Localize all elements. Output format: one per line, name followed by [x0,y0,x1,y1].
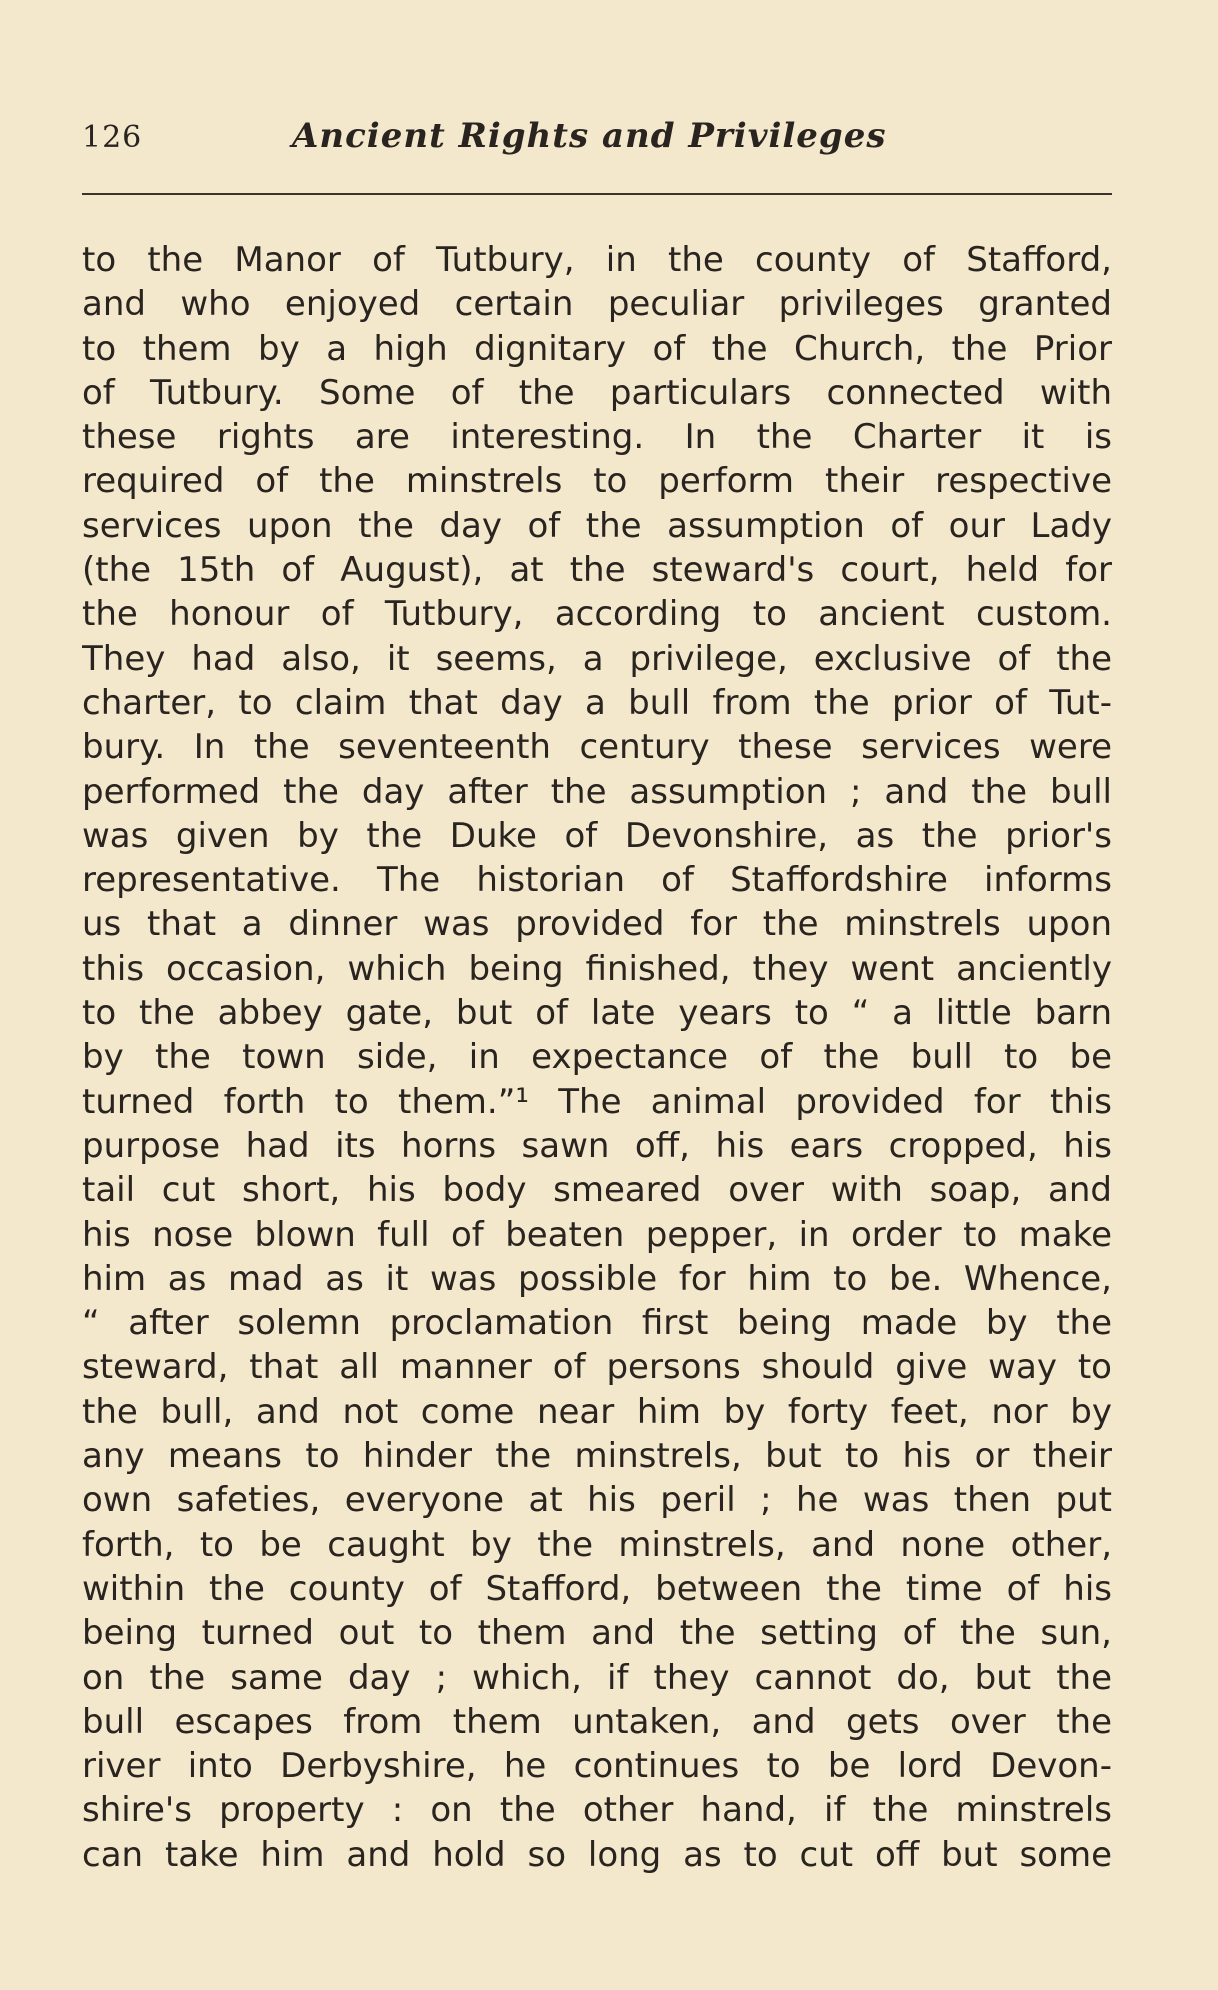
text-line: bury. In the seventeenth century these services were [82,727,1112,768]
text-line: on the same day ; which, if they cannot do, but the [82,1657,1112,1698]
text-line: (the 15th of August), at the steward's court, held for [82,550,1112,591]
text-line: tail cut short, his body smeared over with soap, and [82,1170,1112,1211]
text-line: this occasion, which being finished, they went anciently [82,948,1112,989]
page-number: 126 [82,120,143,155]
text-line: of Tutbury. Some of the particulars connected with [82,372,1112,413]
page-header [82,112,1110,162]
text-line: to the abbey gate, but of late years to “ a little barn [82,993,1112,1034]
text-line: by the town side, in expectance of the bull to be [82,1037,1112,1078]
text-line: forth, to be caught by the minstrels, and none other, [82,1524,1112,1565]
text-line: being turned out to them and the setting of the sun, [82,1613,1112,1654]
text-line: required of the minstrels to perform their respective [82,461,1112,502]
text-line: the honour of Tutbury, according to ancient custom. [82,594,1112,635]
text-line: turned forth to them.”¹ The animal provided for this [82,1081,1112,1122]
text-line: performed the day after the assumption ; and the bull [82,771,1112,812]
text-line: own safeties, everyone at his peril ; he was then put [82,1480,1112,1521]
text-line: the bull, and not come near him by forty feet, nor by [82,1391,1112,1432]
text-line: services upon the day of the assumption of our Lady [82,505,1112,546]
text-line: to the Manor of Tutbury, in the county of Stafford, [82,240,1112,280]
text-line: within the county of Stafford, between the time of his [82,1568,1112,1609]
text-line: him as mad as it was possible for him to be. Whence, [82,1258,1112,1299]
header-rule [82,193,1112,195]
text-line: to them by a high dignitary of the Church, the Prior [82,328,1112,369]
text-line: was given by the Duke of Devonshire, as the prior's [82,815,1112,856]
text-line: charter, to claim that day a bull from the prior of Tut- [82,682,1112,723]
text-line: us that a dinner was provided for the minstrels upon [82,904,1112,945]
text-line: can take him and hold so long as to cut off but some [82,1834,1112,1875]
text-line: his nose blown full of beaten pepper, in order to make [82,1214,1112,1255]
text-line: steward, that all manner of persons should give way to [82,1347,1112,1388]
text-line: these rights are interesting. In the Charter it is [82,417,1112,458]
text-line: “ after solemn proclamation first being made by the [82,1303,1112,1344]
text-line: representative. The historian of Staffordshire informs [82,860,1112,901]
text-line: and who enjoyed certain peculiar privileges granted [82,284,1112,325]
text-line: They had also, it seems, a privilege, exclusive of the [82,638,1112,679]
text-line: shire's property : on the other hand, if the minstrels [82,1790,1112,1831]
body-text [82,238,1112,1877]
text-line: river into Derbyshire, he continues to be lord Devon- [82,1746,1112,1787]
text-line: purpose had its horns sawn off, his ears cropped, his [82,1125,1112,1166]
text-line: bull escapes from them untaken, and gets over the [82,1701,1112,1742]
running-title: Ancient Rights and Privileges [292,116,887,156]
text-line: any means to hinder the minstrels, but to his or their [82,1436,1112,1477]
